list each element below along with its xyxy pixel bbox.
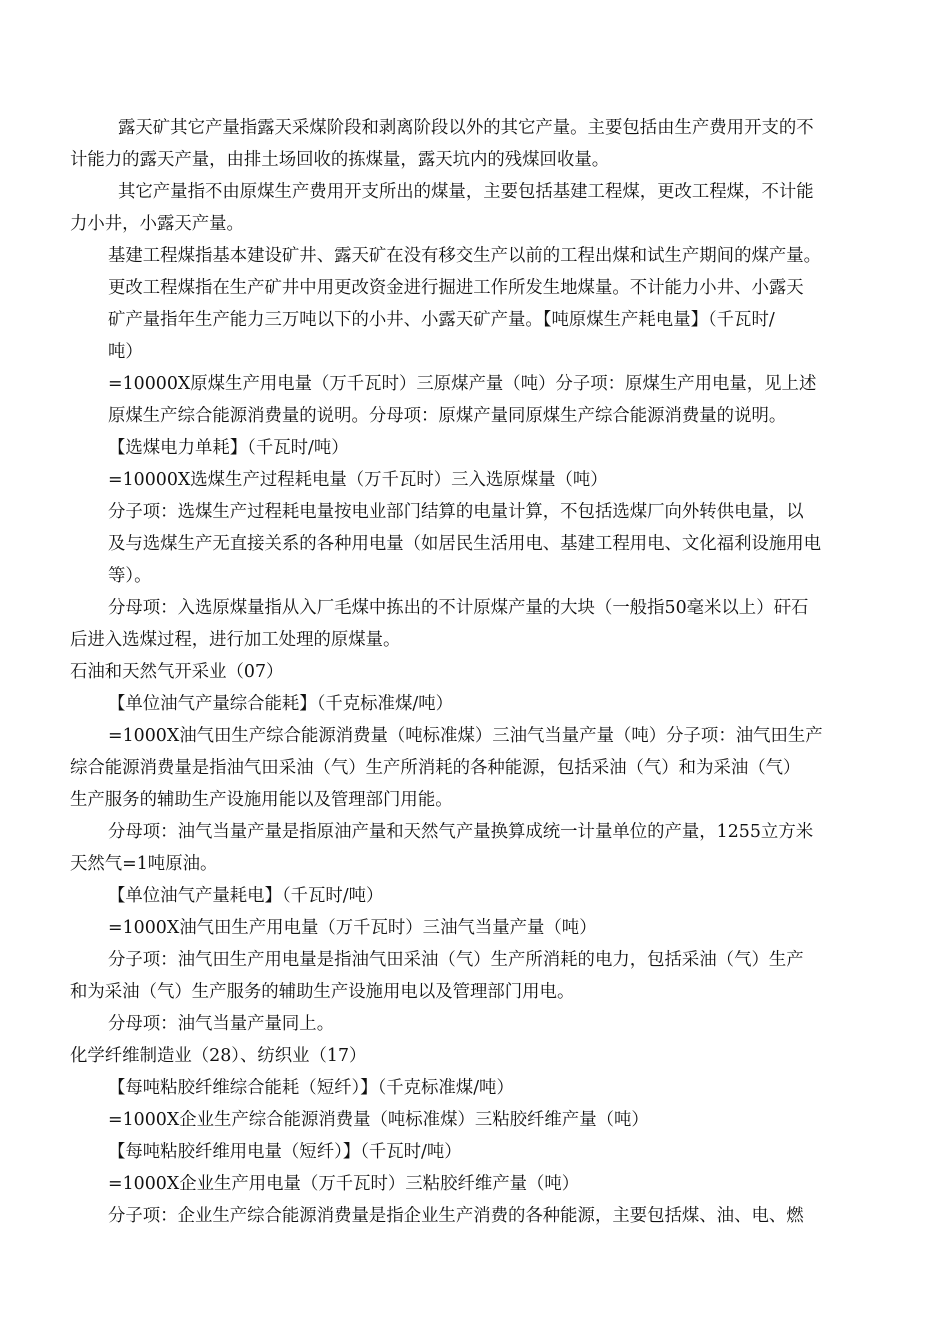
text-line: 露天矿其它产量指露天采煤阶段和剥离阶段以外的其它产量。主要包括由生产费用开支的不 [118,118,814,138]
text-line: 【单位油气产量耗电】（千瓦时/吨） [108,886,384,906]
section-heading: 石油和天然气开采业（07） [70,662,284,682]
text-line: 分子项：选煤生产过程耗电量按电业部门结算的电量计算，不包括选煤厂向外转供电量，以 [108,502,804,522]
text-line: 分子项：企业生产综合能源消费量是指企业生产消费的各种能源，主要包括煤、油、电、燃 [108,1206,804,1226]
text-line: 分母项：油气当量产量是指原油产量和天然气产量换算成统一计量单位的产量，1255立方米 [108,822,814,842]
text-line: 基建工程煤指基本建设矿井、露天矿在没有移交生产以前的工程出煤和试生产期间的煤产量。 [108,246,822,266]
text-line: 计能力的露天产量，由排土场回收的拣煤量，露天坑内的残煤回收量。 [70,150,610,170]
text-line: 【选煤电力单耗】（千瓦时/吨） [108,438,349,458]
text-line: 【每吨粘胶纤维用电量（短纤）】（千瓦时/吨） [108,1142,462,1162]
text-line: =1000X企业生产用电量（万千瓦时）三粘胶纤维产量（吨） [108,1174,580,1194]
text-line: 其它产量指不由原煤生产费用开支所出的煤量，主要包括基建工程煤，更改工程煤，不计能 [118,182,814,202]
text-line: 力小井，小露天产量。 [70,214,244,234]
text-line: 【每吨粘胶纤维综合能耗（短纤）】（千克标准煤/吨） [108,1078,514,1098]
text-line: =10000X选煤生产过程耗电量（万千瓦时）三入选原煤量（吨） [108,470,608,490]
text-line: 【单位油气产量综合能耗】（千克标准煤/吨） [108,694,453,714]
text-line: 等）。 [108,566,152,586]
text-line: 和为采油（气）生产服务的辅助生产设施用电以及管理部门用电。 [70,982,575,1002]
text-line: 分母项：油气当量产量同上。 [108,1014,335,1034]
text-line: =1000X油气田生产综合能源消费量（吨标准煤）三油气当量产量（吨）分子项：油气田生产 [108,726,823,746]
text-line: =10000X原煤生产用电量（万千瓦时）三原煤产量（吨）分子项：原煤生产用电量，见上述 [108,374,817,394]
text-line: 生产服务的辅助生产设施用能以及管理部门用能。 [70,790,453,810]
text-line: 及与选煤生产无直接关系的各种用电量（如居民生活用电、基建工程用电、文化福利设施用电 [108,534,822,554]
text-line: 分子项：油气田生产用电量是指油气田采油（气）生产所消耗的电力，包括采油（气）生产 [108,950,804,970]
text-line: 分母项：入选原煤量指从入厂毛煤中拣出的不计原煤产量的大块（一般指50毫米以上）矸石 [108,598,809,618]
text-line: 原煤生产综合能源消费量的说明。分母项：原煤产量同原煤生产综合能源消费量的说明。 [108,406,787,426]
text-line: 后进入选煤过程，进行加工处理的原煤量。 [70,630,401,650]
section-heading: 化学纤维制造业（28）、纺织业（17） [70,1046,367,1066]
text-line: 更改工程煤指在生产矿井中用更改资金进行掘进工作所发生地煤量。不计能力小井、小露天 [108,278,804,298]
text-line: 综合能源消费量是指油气田采油（气）生产所消耗的各种能源，包括采油（气）和为采油（气） [70,758,801,778]
text-line: =1000X油气田生产用电量（万千瓦时）三油气当量产量（吨） [108,918,597,938]
text-line: 吨） [108,342,143,362]
text-line: 矿产量指年生产能力三万吨以下的小井、小露天矿产量。【吨原煤生产耗电量】（千瓦时/ [108,310,775,330]
text-line: 天然气=1吨原油。 [70,854,218,874]
text-line: =1000X企业生产综合能源消费量（吨标准煤）三粘胶纤维产量（吨） [108,1110,649,1130]
